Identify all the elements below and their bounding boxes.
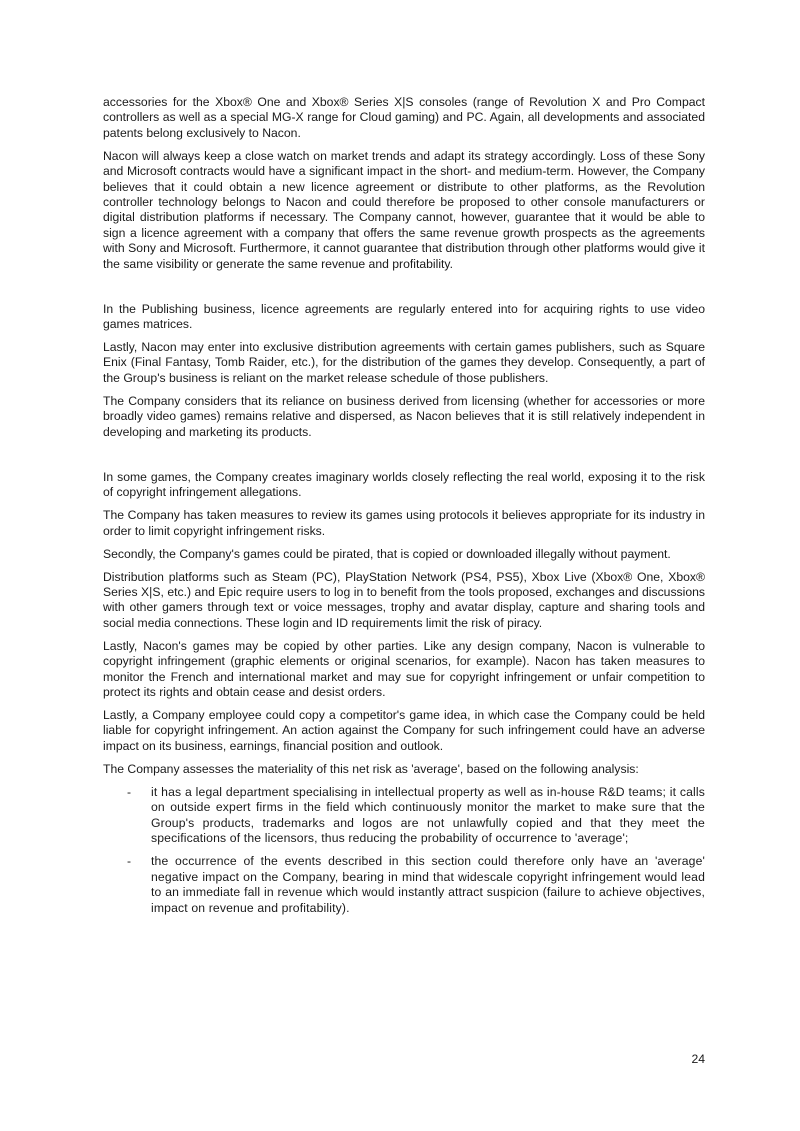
bullet-text: it has a legal department specialising in intellectual property as well as in-house R&D teams; it calls on outside expert firms in the field which continuously monitor the market to make sure that the Group's products, trademarks and logos are not unlawfully copied and that they meet the specifications of the licensors, thus reducing the probability of occurrence to 'average'; bbox=[151, 784, 705, 845]
bullet-item bbox=[103, 854, 705, 916]
page-number: 24 bbox=[691, 1052, 705, 1066]
section-spacer bbox=[103, 448, 705, 470]
paragraph: accessories for the Xbox® One and Xbox® Series X|S consoles (range of Revolution X and Pro Compact controllers as well as a special MG-X range for Cloud gaming) and PC. Again, all developments and associated patents belong exclusively to Nacon. bbox=[103, 95, 705, 140]
bullet-dash: - bbox=[127, 784, 132, 799]
paragraph: Secondly, the Company's games could be pirated, that is copied or downloaded illegally without payment. bbox=[103, 546, 671, 561]
paragraph: In some games, the Company creates imaginary worlds closely reflecting the real world, exposing it to the risk of copyright infringement allegations. bbox=[103, 469, 705, 500]
paragraph: Lastly, Nacon's games may be copied by other parties. Like any design company, Nacon is vulnerable to copyright infringement (graphic elements or original scenarios, for example). Nacon has taken measures to monitor the French and international market and may sue for copyright infringement or unfair competition to protect its rights and obtain cease and desist orders. bbox=[103, 638, 705, 699]
bullet-text: the occurrence of the events described in this section could therefore only have an 'average' negative impact on the Company, bearing in mind that widescale copyright infringement would lead to an immediate fall in revenue which would instantly attract suspicion (failure to achieve objectives, impact on revenue and profitability). bbox=[151, 854, 705, 915]
paragraph: Distribution platforms such as Steam (PC), PlayStation Network (PS4, PS5), Xbox Live (Xbox® One, Xbox® Series X|S, etc.) and Epic require users to log in to benefit from the tools proposed, exchanges and discussions with other gamers through text or voice messages, trophy and avatar display, capture and sharing tools and social media connections. These login and ID requirements limit the risk of piracy. bbox=[103, 569, 705, 630]
paragraph: The Company has taken measures to review its games using protocols it believes appropriate for its industry in order to limit copyright infringement risks. bbox=[103, 508, 705, 538]
paragraph: The Company assesses the materiality of this net risk as 'average', based on the following analysis: bbox=[103, 761, 639, 776]
section-spacer bbox=[103, 280, 705, 302]
analysis-bullet-list bbox=[103, 785, 705, 916]
paragraph: Lastly, Nacon may enter into exclusive distribution agreements with certain games publishers, such as Square Enix (Final Fantasy, Tomb Raider, etc.), for the distribution of the games they develop. Consequently, a part of the Group's business is reliant on the market release schedule of those publishers. bbox=[103, 340, 705, 385]
paragraph: The Company considers that its reliance on business derived from licensing (whether for accessories or more broadly video games) remains relative and dispersed, as Nacon believes that it is still relatively independent in developing and marketing its products. bbox=[103, 393, 705, 439]
paragraph: Lastly, a Company employee could copy a competitor's game idea, in which case the Company could be held liable for copyright infringement. An action against the Company for such infringement could have an adverse impact on its business, earnings, financial position and outlook. bbox=[103, 707, 705, 753]
bullet-dash: - bbox=[127, 854, 132, 869]
paragraph: In the Publishing business, licence agreements are regularly entered into for acquiring rights to use video games matrices. bbox=[103, 301, 705, 332]
paragraph: Nacon will always keep a close watch on market trends and adapt its strategy accordingly. Loss of these Sony and Microsoft contracts would have a significant impact in the short- and medium-term. However, the Company believes that it could obtain a new licence agreement or distribute to other platforms, as the Revolution controller technology belongs to Nacon and could therefore be proposed to other console manufacturers or digital distribution platforms if necessary. The Company cannot, however, guarantee that it would be able to sign a licence agreement with a company that offers the same revenue growth prospects as the agreements with Sony and Microsoft. Furthermore, it cannot guarantee that distribution through other platforms would give it the same visibility or generate the same revenue and profitability. bbox=[103, 148, 705, 271]
page-body bbox=[103, 95, 705, 924]
bullet-item bbox=[103, 785, 705, 847]
